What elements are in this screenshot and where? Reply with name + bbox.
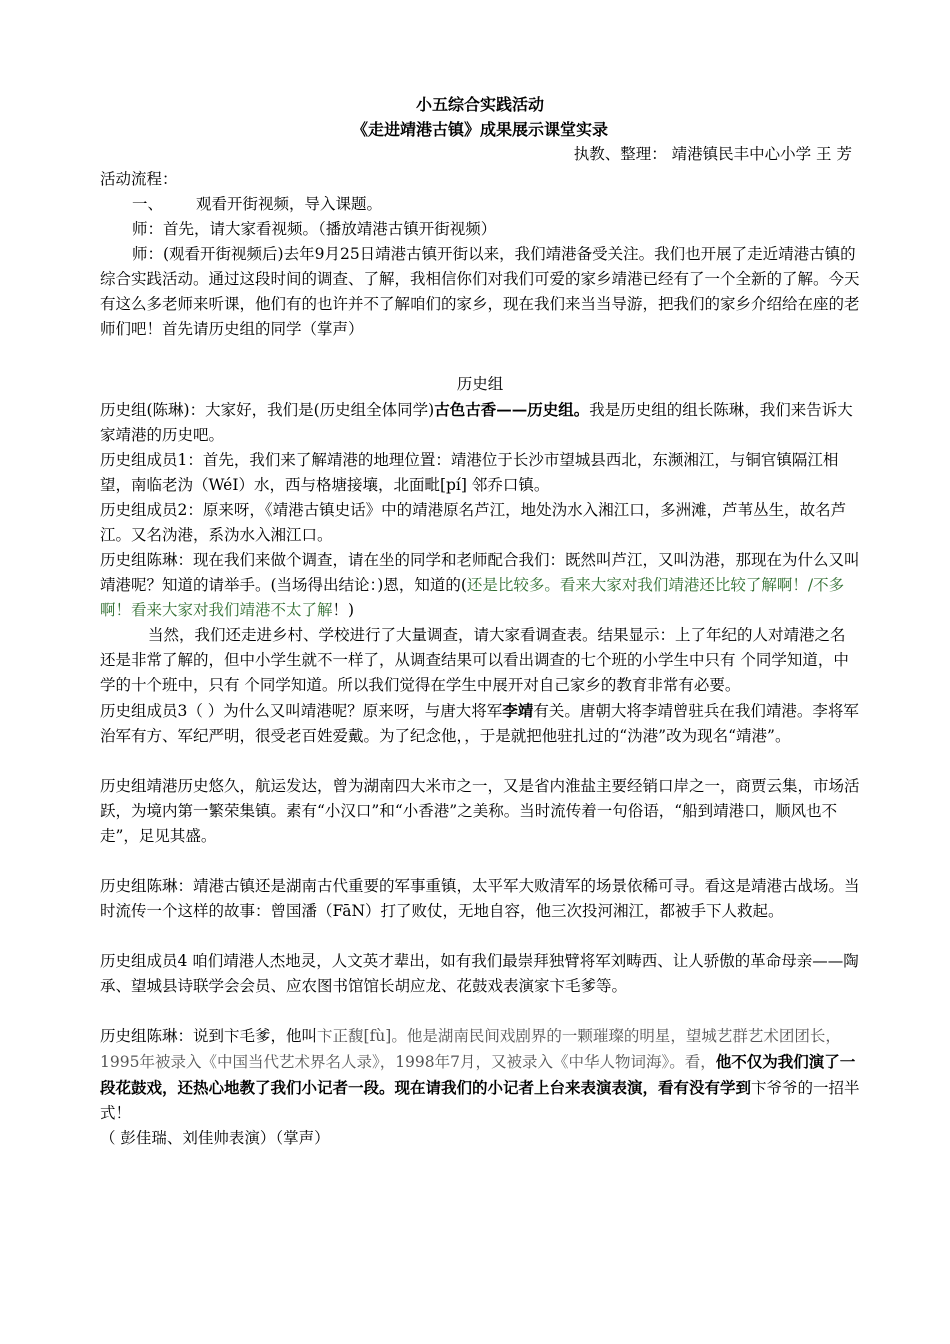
history-para-10	[100, 1024, 860, 1126]
history-para-4	[100, 548, 860, 623]
p10-text-a: 历史组陈琳：说到卞毛爹，他叫	[100, 1027, 318, 1045]
doc-subtitle: 《走进靖港古镇》成果展示课堂实录	[351, 120, 608, 139]
section-heading: 历史组	[456, 375, 504, 393]
history-para-3: 历史组成员2：原来呀，《靖港古镇史话》中的靖港原名芦江，地处沩水入湘江口，多洲滩，芦苇丛生，故名芦江。又名沩港，系沩水入湘江口。	[100, 501, 847, 544]
step-one	[100, 192, 860, 217]
step-number: 一、	[132, 195, 164, 213]
p10-text-gray: 卞正馥[fù]。他是湖南民间戏剧界的一颗璀璨的明星，望城艺群艺术团团长，1995年被录入《中国当代艺术界名人录》，1998年7月，又被录入《中华人物词海》。看，	[100, 1027, 841, 1071]
teacher-line-2: 师：(观看开街视频后)去年9月25日靖港古镇开街以来，我们靖港备受关注。我们也开展了走近靖港古镇的综合实践活动。通过这段时间的调查、了解，我相信你们对我们可爱的家乡靖港已经有了一个全新的了解。今天有这么多老师来听课，他们有的也许并不了解咱们的家乡，现在我们来当当导游，把我们的家乡介绍给在座的老师们吧！首先请历史组的同学（掌声）	[100, 245, 860, 338]
p4-text-c: ！)	[332, 601, 355, 619]
step-text: 观看开街视频，导入课题。	[196, 195, 383, 213]
doc-title: 小五综合实践活动	[415, 95, 544, 114]
flow-label: 活动流程：	[100, 170, 178, 188]
history-para-11: （ 彭佳瑞、刘佳帅表演）（掌声）	[100, 1129, 330, 1147]
p4-text-a: 历史组陈琳：现在我们来做个调查，请在坐的同学和老师配合我们：既然叫芦江，又叫沩港，那现在为什么又叫靖港呢？知道的请举手。(当场得出结论：)恩，知道的(	[100, 551, 860, 594]
history-para-6	[100, 698, 860, 749]
author-line: 执教、整理： 靖港镇民丰中心小学 王 芳	[573, 145, 852, 163]
history-para-2: 历史组成员1：首先，我们来了解靖港的地理位置：靖港位于长沙市望城县西北，东濒湘江，与铜官镇隔江相望，南临老沩（WéI）水，西与格塘接壤，北面毗[pí] 邻乔口镇。	[100, 451, 839, 494]
document-page	[100, 92, 860, 1151]
p10-text-d: 卞爷爷的一招半式！	[100, 1079, 860, 1122]
history-para-7: 历史组靖港历史悠久，航运发达，曾为湖南四大米市之一，又是省内淮盐主要经销口岸之一，商贾云集，市场活跃，为境内第一繁荣集镇。素有“小汉口”和“小香港”之美称。当时流传着一句俗语，“船到靖港口，顺风也不走”，足见其盛。	[100, 777, 860, 845]
p1-text-c: 我是历史组的组长陈琳，我们来告诉大家靖港的历史吧。	[100, 401, 853, 444]
p1-text-bold: 古色古香——历史组。	[434, 400, 590, 419]
p6-text-bold: 李靖	[502, 701, 534, 720]
history-para-5: 当然，我们还走进乡村、学校进行了大量调查，请大家看调查表。结果显示：上了年纪的人对靖港之名还是非常了解的，但中小学生就不一样了，从调查结果可以看出调查的七个班的小学生中只有 个同学知道，中学的十个班中，只有 个同学知道。所以我们觉得在学生中展开对自己家乡的教育非常有必要。	[100, 626, 849, 694]
history-para-9: 历史组成员4 咱们靖港人杰地灵，人文英才辈出，如有我们最崇拜独臂将军刘畴西、让人骄傲的革命母亲——陶承、望城县诗联学会会员、应农图书馆馆长胡应龙、花鼓戏表演家卞毛爹等。	[100, 952, 859, 995]
teacher-line-1: 师：首先，请大家看视频。（播放靖港古镇开街视频）	[132, 220, 497, 238]
p6-text-a: 历史组成员3（ ）为什么又叫靖港呢？原来呀，与唐大将军	[100, 702, 503, 720]
history-para-8: 历史组陈琳：靖港古镇还是湖南古代重要的军事重镇，太平军大败清军的场景依稀可寻。看这是靖港古战场。当时流传一个这样的故事：曾国潘（FāN）打了败仗，无地自容，他三次投河湘江，都被手下人救起。	[100, 877, 860, 920]
p4-text-green: 还是比较多。看来大家对我们靖港还比较了解啊！/不多啊！看来大家对我们靖港不太了解	[100, 576, 845, 619]
history-para-1	[100, 397, 860, 448]
p10-text-bold: 他不仅为我们演了一段花鼓戏，还热心地教了我们小记者一段。现在请我们的小记者上台来表演表演，看有没有学到	[100, 1052, 856, 1097]
p1-text-a: 历史组(陈琳)：大家好，我们是(历史组全体同学)	[100, 401, 435, 419]
p6-text-c: 有关。唐朝大将李靖曾驻兵在我们靖港。李将军治军有方、军纪严明，很受老百姓爱戴。为了纪念他，，于是就把他驻扎过的“沩港”改为现名“靖港”。	[100, 702, 859, 745]
